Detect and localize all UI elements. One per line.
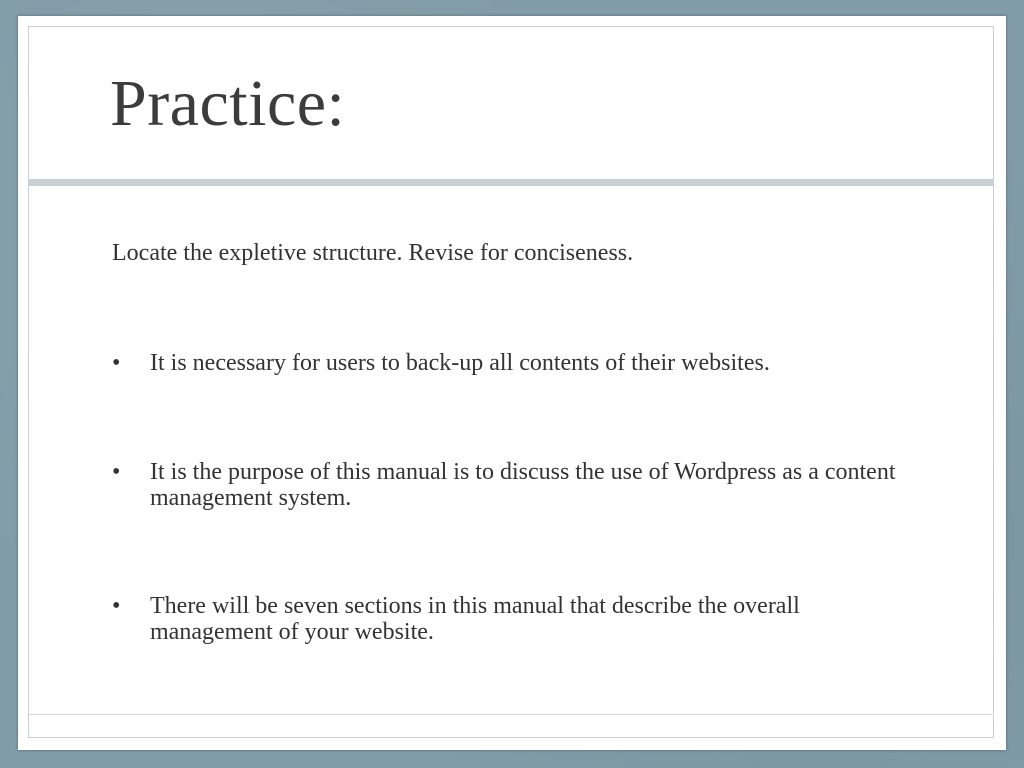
bullet-icon: • (112, 593, 121, 619)
slide (18, 16, 1006, 750)
bullet-icon: • (112, 459, 121, 485)
list-item (112, 593, 912, 645)
slide-body (112, 240, 932, 645)
list-item (112, 459, 912, 511)
bullet-text: There will be seven sections in this manual that describe the overall management of your website. (150, 593, 800, 645)
slide-title: Practice: (110, 67, 346, 140)
footer-divider (28, 714, 994, 715)
list-item (112, 350, 912, 376)
instruction-text: Locate the expletive structure. Revise for conciseness. (112, 240, 634, 266)
bullet-text: It is the purpose of this manual is to discuss the use of Wordpress as a content management system. (150, 459, 896, 511)
title-divider (28, 179, 994, 186)
bullet-text: It is necessary for users to back-up all contents of their websites. (150, 350, 770, 376)
bullet-icon: • (112, 350, 121, 376)
